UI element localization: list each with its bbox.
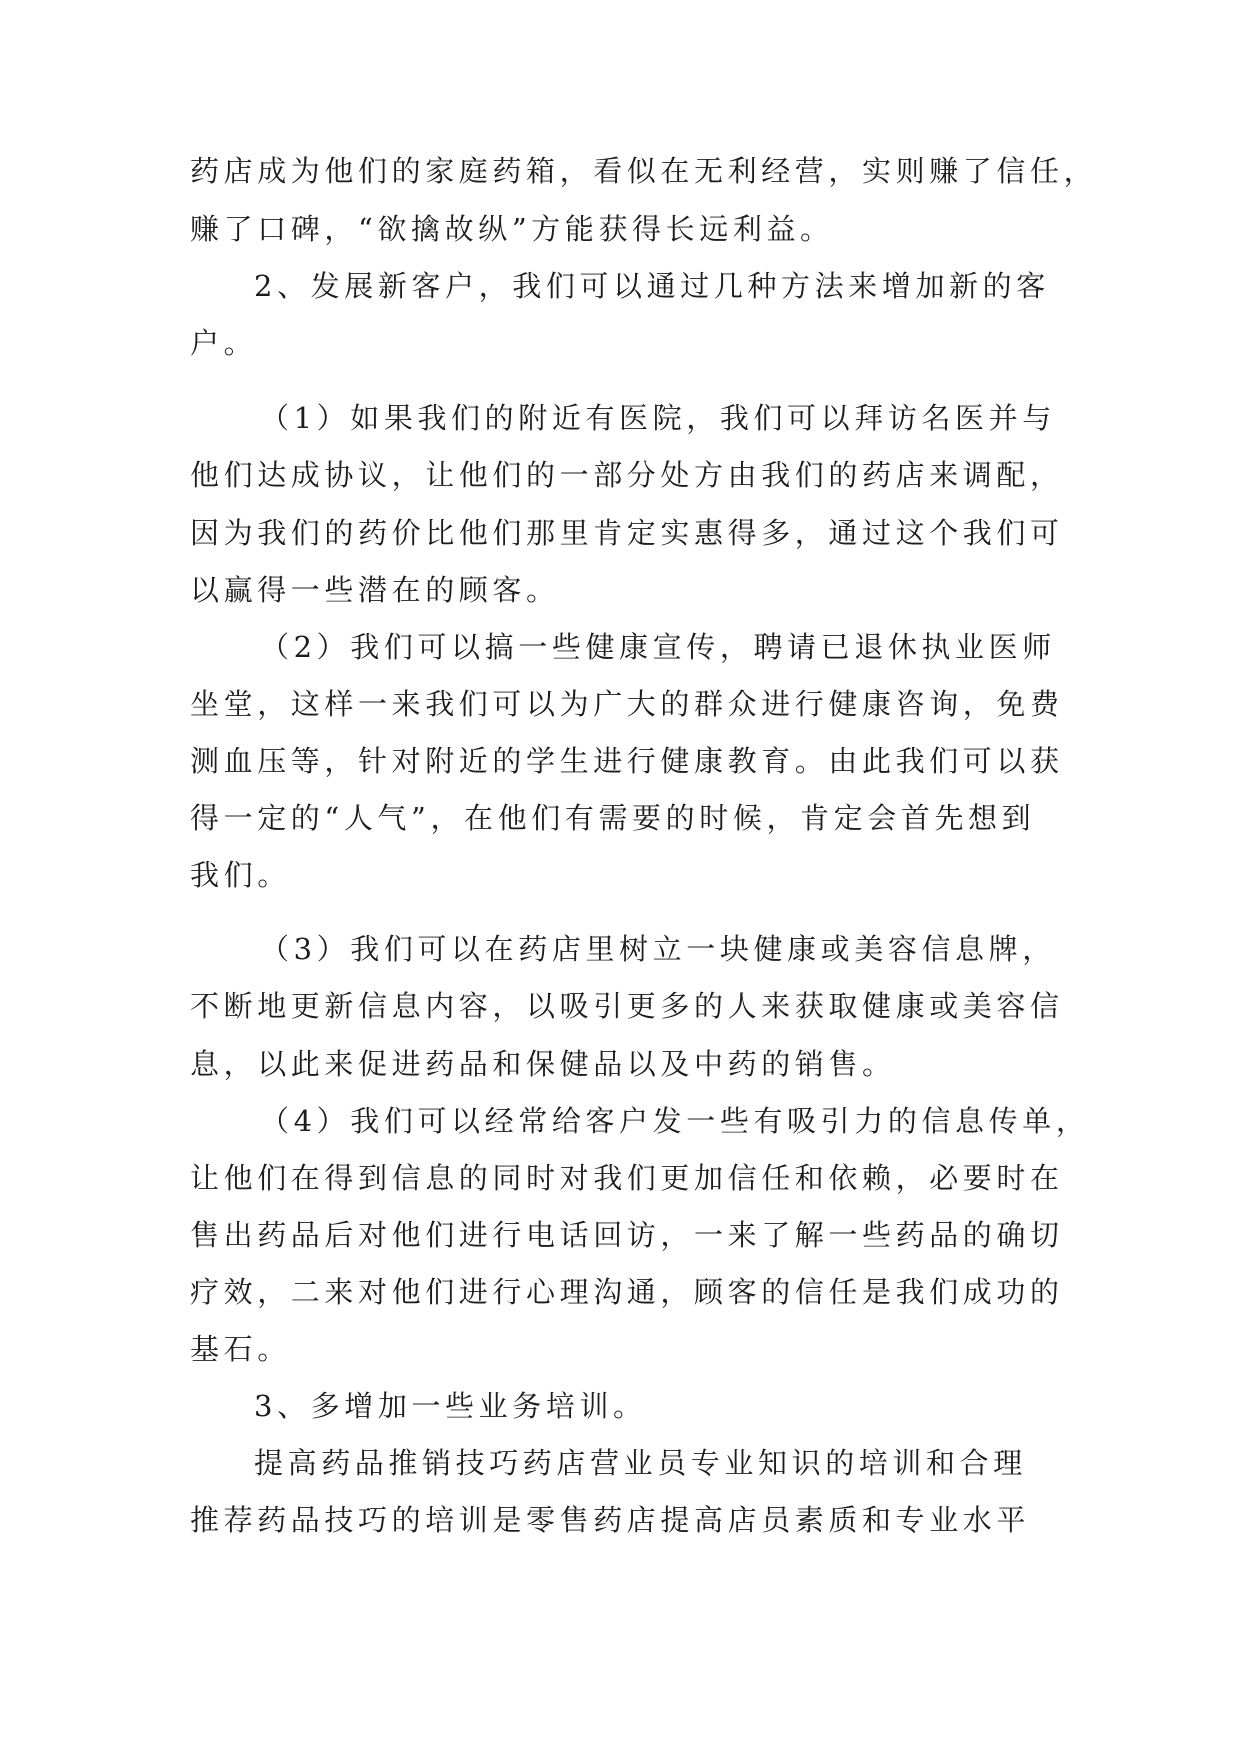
text-line: 2、发展新客户，我们可以通过几种方法来增加新的客	[254, 269, 1050, 303]
text-line: （1）如果我们的附近有医院，我们可以拜访名医并与	[260, 401, 1056, 435]
text-line: 售出药品后对他们进行电话回访，一来了解一些药品的确切	[190, 1218, 1064, 1252]
text-line: 以赢得一些潜在的顾客。	[190, 573, 560, 607]
text-line: 我们。	[190, 858, 291, 892]
text-line: 不断地更新信息内容，以吸引更多的人来获取健康或美容信	[190, 989, 1064, 1023]
text-line: 息，以此来促进药品和保健品以及中药的销售。	[190, 1047, 896, 1081]
text-line: 疗效，二来对他们进行心理沟通，顾客的信任是我们成功的	[190, 1275, 1064, 1309]
text-line: 3、多增加一些业务培训。	[254, 1389, 647, 1423]
text-line: 得一定的“人气”，在他们有需要的时候，肯定会首先想到	[190, 801, 1036, 835]
text-line: 提高药品推销技巧药店营业员专业知识的培训和合理	[254, 1446, 1027, 1480]
text-line: 让他们在得到信息的同时对我们更加信任和依赖，必要时在	[190, 1161, 1064, 1195]
text-line: 因为我们的药价比他们那里肯定实惠得多，通过这个我们可	[190, 516, 1064, 550]
text-line: 赚了口碑，“欲擒故纵”方能获得长远利益。	[190, 212, 834, 246]
text-line: 测血压等，针对附近的学生进行健康教育。由此我们可以获	[190, 744, 1064, 778]
text-line: （2）我们可以搞一些健康宣传，聘请已退休执业医师	[260, 630, 1056, 664]
text-line: 他们达成协议，让他们的一部分处方由我们的药店来调配，	[190, 458, 1064, 492]
text-line: （4）我们可以经常给客户发一些有吸引力的信息传单，	[260, 1104, 1090, 1138]
text-line: 药店成为他们的家庭药箱，看似在无利经营，实则赚了信任，	[190, 154, 1098, 188]
text-line: 户。	[190, 326, 258, 360]
text-line: 坐堂，这样一来我们可以为广大的群众进行健康咨询，免费	[190, 687, 1064, 721]
text-line: 基石。	[190, 1332, 291, 1366]
text-line: 推荐药品技巧的培训是零售药店提高店员素质和专业水平	[190, 1503, 1031, 1537]
text-line: （3）我们可以在药店里树立一块健康或美容信息牌，	[260, 932, 1056, 966]
